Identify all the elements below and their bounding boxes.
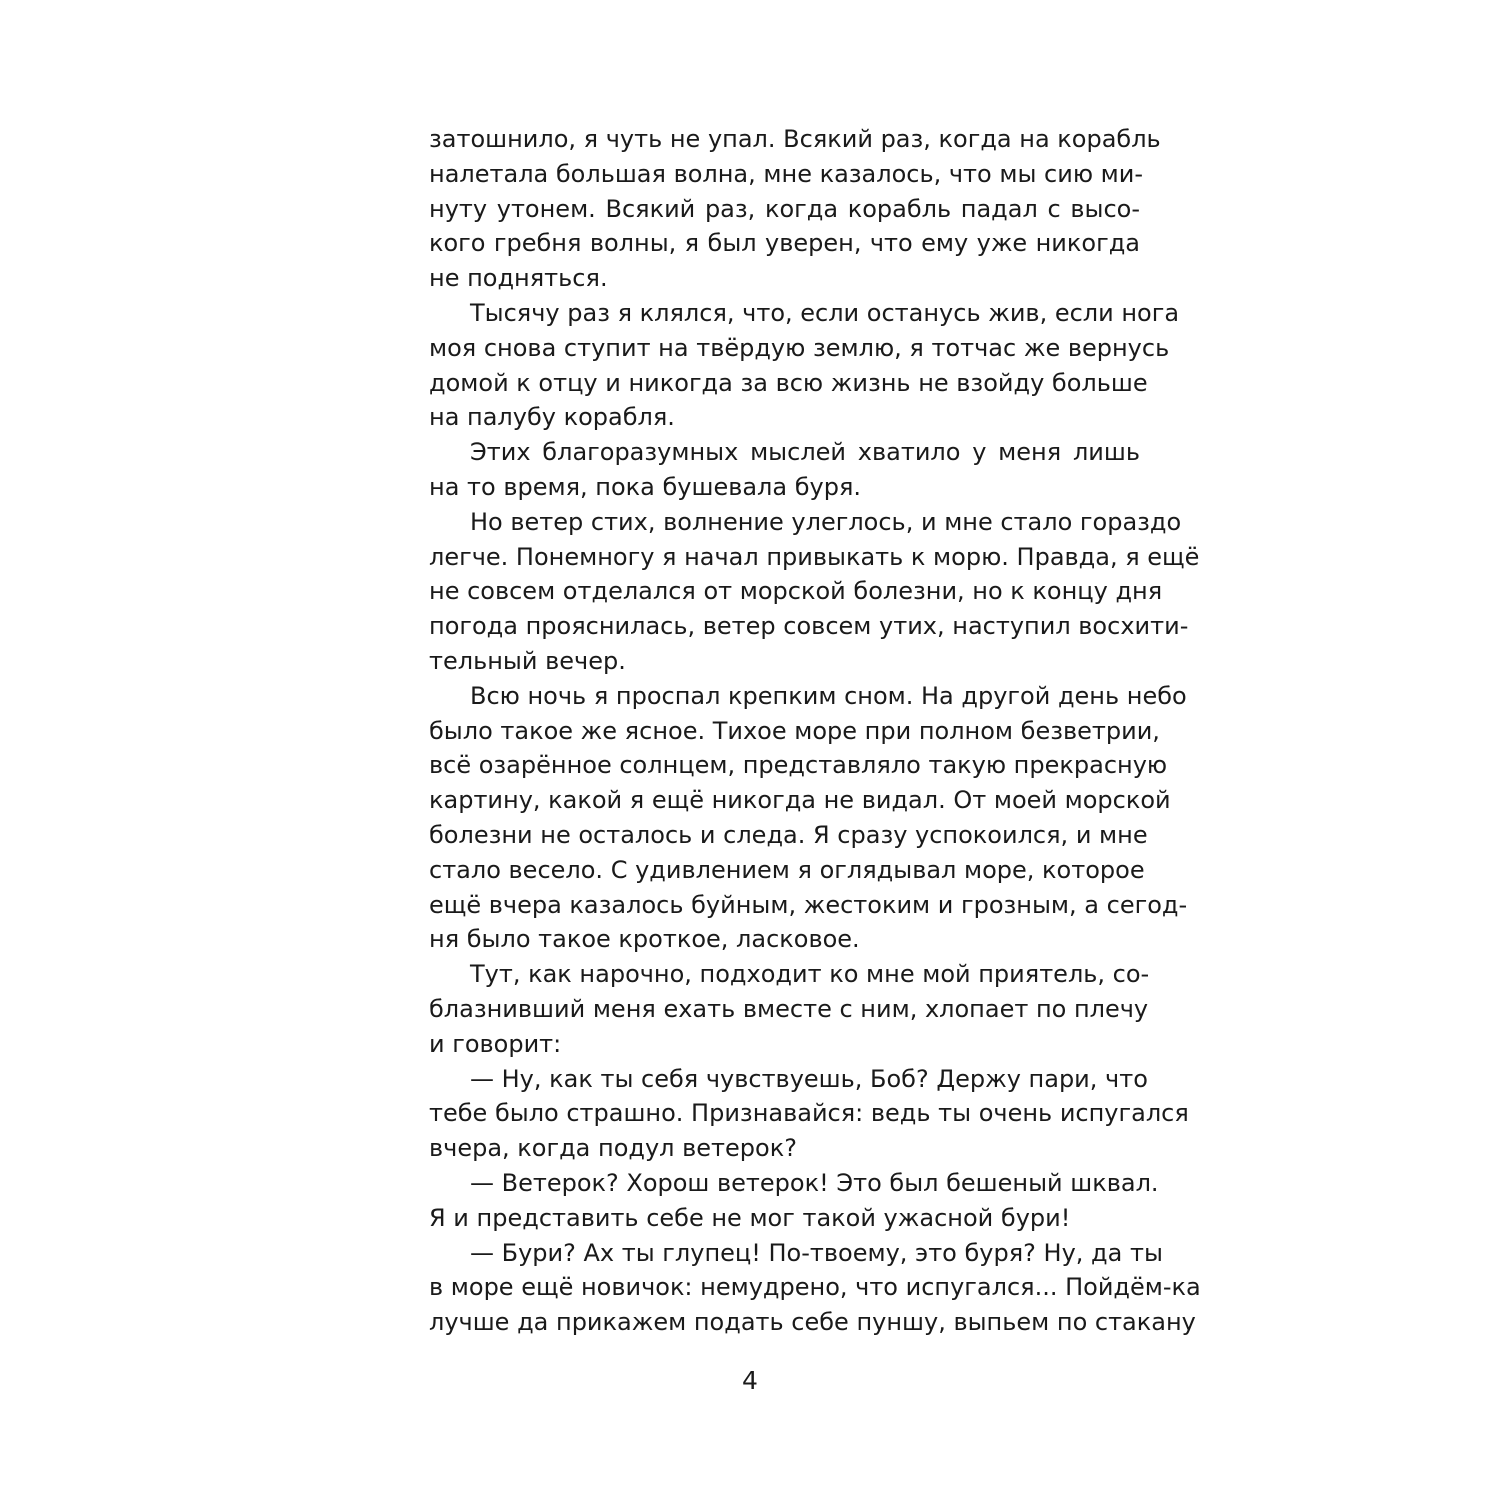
text-line: Но ветер стих, волнение улеглось, и мне стало гораздо [470,507,1182,536]
text-line: домой к отцу и никогда за всю жизнь не взойду больше [429,368,1148,397]
paragraph [429,505,1200,679]
text-line: налетала большая волна, мне казалось, что мы сию ми- [429,159,1144,188]
dialogue-paragraph [429,1236,1201,1340]
text-line: на палубу корабля. [429,403,675,432]
text-line: Всю ночь я проспал крепким сном. На другой день небо [470,681,1187,710]
text-line: легче. Понемногу я начал привыкать к морю. Правда, я ещё [429,542,1200,571]
text-line: Тут, как нарочно, подходит ко мне мой приятель, со- [470,960,1150,989]
text-line: тебе было страшно. Признавайся: ведь ты очень испугался [429,1099,1189,1128]
text-line: вчера, когда подул ветерок? [429,1134,797,1163]
text-line: погода прояснилась, ветер совсем утих, наступил восхити- [429,612,1189,641]
text-line: лучше да прикажем подать себе пуншу, выпьем по стакану [429,1308,1196,1337]
paragraph [429,435,1140,505]
text-line: болезни не осталось и следа. Я сразу успокоился, и мне [429,820,1148,849]
text-line: ещё вчера казалось буйным, жестоким и грозным, а сегод- [429,890,1188,919]
paragraph [429,296,1180,435]
text-line: нуту утонем. Всякий раз, когда корабль падал с высо- [429,194,1140,223]
text-line: — Бури? Ах ты глупец! По-твоему, это буря? Ну, да ты [470,1238,1163,1267]
paragraph [429,679,1188,957]
text-line: и говорит: [429,1029,562,1058]
text-line: кого гребня волны, я был уверен, что ему уже никогда [429,229,1140,258]
text-line: всё озарённое солнцем, представляло такую прекрасную [429,751,1168,780]
text-line: Я и представить себе не мог такой ужасной бури! [429,1203,1071,1232]
text-line: Этих благоразумных мыслей хватило у меня лишь [470,438,1140,467]
text-line: было такое же ясное. Тихое море при полном безветрии, [429,716,1160,745]
page-number: 4 [742,1366,758,1395]
paragraph [429,122,1161,296]
text-line: моя снова ступит на твёрдую землю, я тотчас же вернусь [429,333,1170,362]
text-line: в море ещё новичок: немудрено, что испугался... Пойдём-ка [429,1273,1201,1302]
text-line: затошнило, я чуть не упал. Всякий раз, когда на корабль [429,125,1161,153]
dialogue-paragraph [429,1166,1159,1236]
text-line: ня было такое кроткое, ласковое. [429,925,860,954]
text-line: стало весело. С удивлением я оглядывал море, которое [429,855,1145,884]
text-line: на то время, пока бушевала буря. [429,472,862,501]
paragraph [429,957,1150,1061]
text-line: Тысячу раз я клялся, что, если останусь жив, если нога [470,298,1180,327]
text-line: тельный вечер. [429,646,626,675]
text-line: блазнивший меня ехать вместе с ним, хлопает по плечу [429,994,1149,1023]
text-line: — Ну, как ты себя чувствуешь, Боб? Держу пари, что [470,1064,1148,1093]
text-line: картину, какой я ещё никогда не видал. От моей морской [429,786,1171,815]
page-body [429,122,1201,1340]
text-line: не подняться. [429,264,608,293]
dialogue-paragraph [429,1062,1189,1166]
text-line: не совсем отделался от морской болезни, но к концу дня [429,577,1163,606]
text-line: — Ветерок? Хорош ветерок! Это был бешеный шквал. [470,1168,1159,1197]
